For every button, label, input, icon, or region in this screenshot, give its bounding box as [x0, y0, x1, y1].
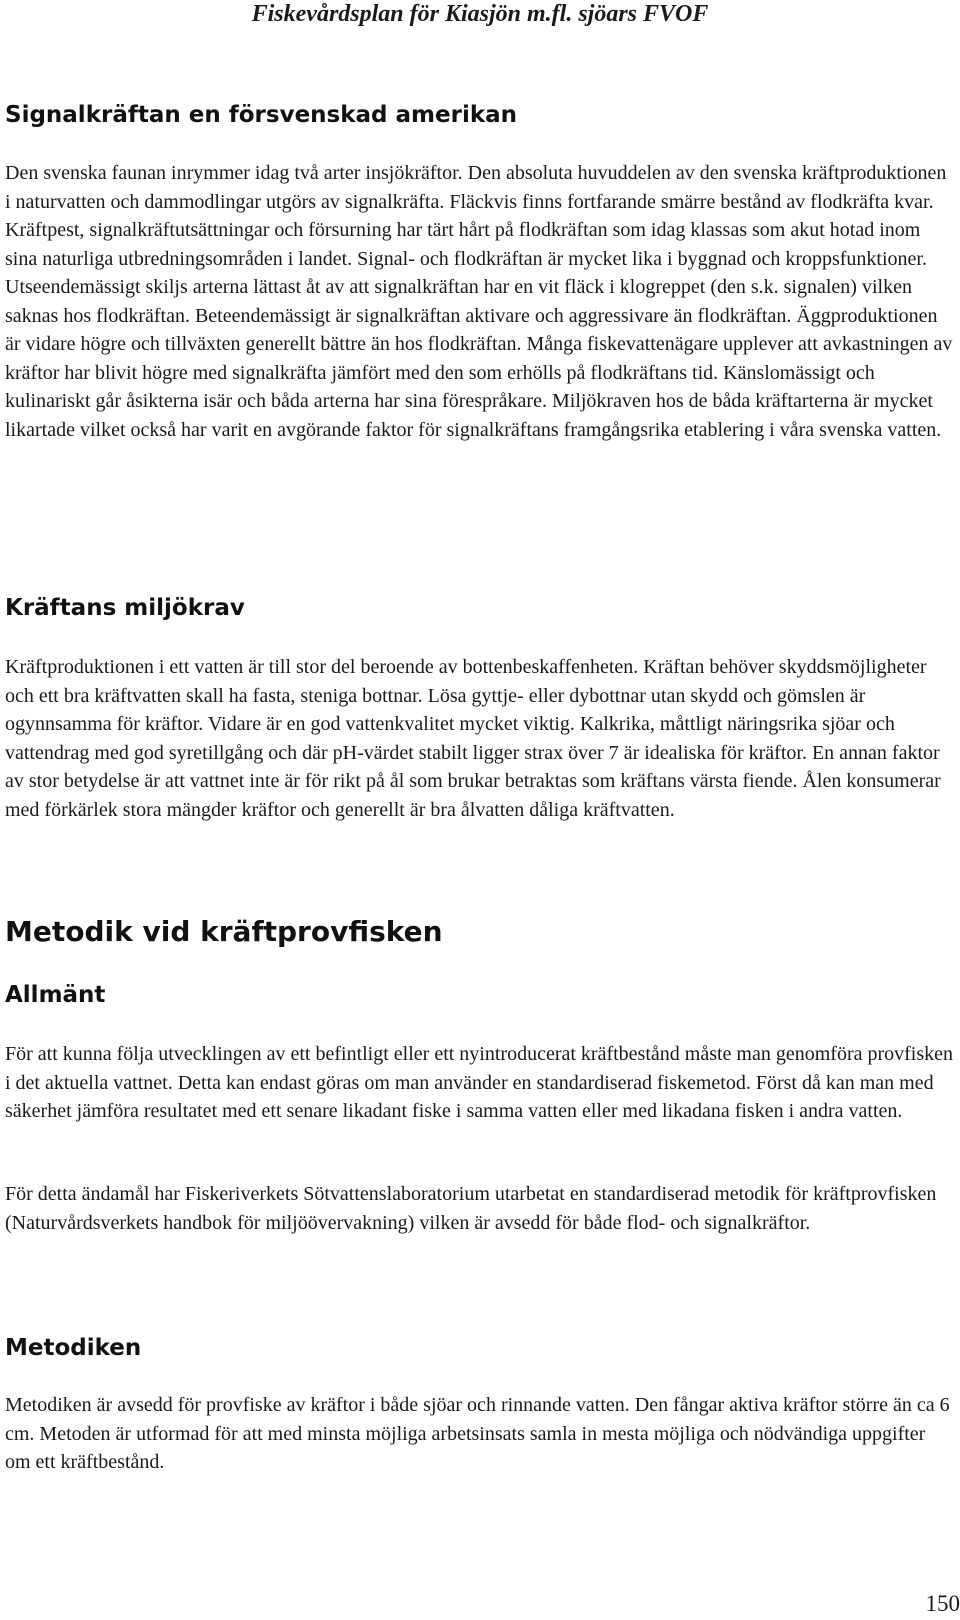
- page-number: 150: [925, 1591, 960, 1616]
- running-header: Fiskevårdsplan för Kiasjön m.fl. sjöars FVOF: [251, 1, 709, 27]
- paragraph-allmant-1: För att kunna följa utvecklingen av ett befintligt eller ett nyintroducerat kräftbestånd måste man genomföra provfisken i det aktuella vattnet. Detta kan endast göras om man använder en standardiserad fiskemetod. Först då kan man med säkerhet jämföra resultatet med ett senare likadant fiske i samma vatten eller med likadana fisken i andra vatten.: [5, 1043, 954, 1122]
- section-heading-miljokrav: Kräftans miljökrav: [5, 595, 245, 621]
- paragraph-metodiken: Metodiken är avsedd för provfiske av kräftor i både sjöar och rinnande vatten. Den fångar aktiva kräftor större än ca 6 cm. Metoden är utformad för att med minsta möjliga arbetsinsats samla in mesta möjliga och nödvändiga uppgifter om ett kräftbestånd.: [5, 1394, 950, 1473]
- section-heading-metodiken: Metodiken: [5, 1335, 142, 1361]
- paragraph-miljokrav: Kräftproduktionen i ett vatten är till stor del beroende av bottenbeskaffenheten. Kräftan behöver skyddsmöjligheter och ett bra kräftvatten skall ha fasta, steniga bottnar. Lösa gyttje- eller dybottnar utan skydd och gömslen är ogynnsamma för kräftor. Vidare är en god vattenkvalitet mycket viktig. Kalkrika, måttligt näringsrika sjöar och vattendrag med god syretillgång och där pH-värdet stabilt ligger strax över 7 är idealiska för kräftor. En annan faktor av stor betydelse är att vattnet inte är för rikt på ål som brukar betraktas som kräftans värsta fiende. Ålen konsumerar med förkärlek stora mängder kräftor och generellt är bra ålvatten dåliga kräftvatten.: [5, 656, 941, 821]
- paragraph-allmant-2: För detta ändamål har Fiskeriverkets Sötvattenslaboratorium utarbetat en standardiserad metodik för kräftprovfisken (Naturvårdsverkets handbok för miljöövervakning) vilken är avsedd för både flod- och signalkräftor.: [5, 1183, 937, 1234]
- section-heading-signalkraftan: Signalkräftan en försvenskad amerikan: [5, 102, 518, 128]
- paragraph-signalkraftan: Den svenska faunan inrymmer idag två arter insjökräftor. Den absoluta huvuddelen av den svenska kräftproduktionen i naturvatten och dammodlingar utgörs av signalkräfta. Fläckvis finns fortfarande smärre bestånd av flodkräfta kvar. Kräftpest, signalkräftutsättningar och försurning har tärt hårt på flodkräftan som idag klassas som akut hotad inom sina naturliga utbredningsområden i landet. Signal- och flodkräftan är mycket lika i byggnad och kroppsfunktioner. Utseendemässigt skiljs arterna lättast åt av att signalkräftan har en vit fläck i klogreppet (den s.k. signalen) vilken saknas hos flodkräftan. Beteendemässigt är signalkräftan aktivare och aggressivare än flodkräftan. Äggproduktionen är vidare högre och tillväxten generellt bättre än hos flodkräftan. Många fiskevattenägare upplever att avkastningen av kräftor har blivit högre med signalkräfta jämfört med den som erhölls på flodkräftans tid. Känslomässigt och kulinariskt går åsikterna isär och båda arterna har sina förespråkare. Miljökraven hos de båda kräftarterna är mycket likartade vilket också har varit en avgörande faktor för signalkräftans framgångsrika etablering i våra svenska vatten.: [5, 162, 953, 441]
- chapter-heading-metodik: Metodik vid kräftprovfisken: [5, 915, 443, 948]
- section-heading-allmant: Allmänt: [5, 982, 106, 1008]
